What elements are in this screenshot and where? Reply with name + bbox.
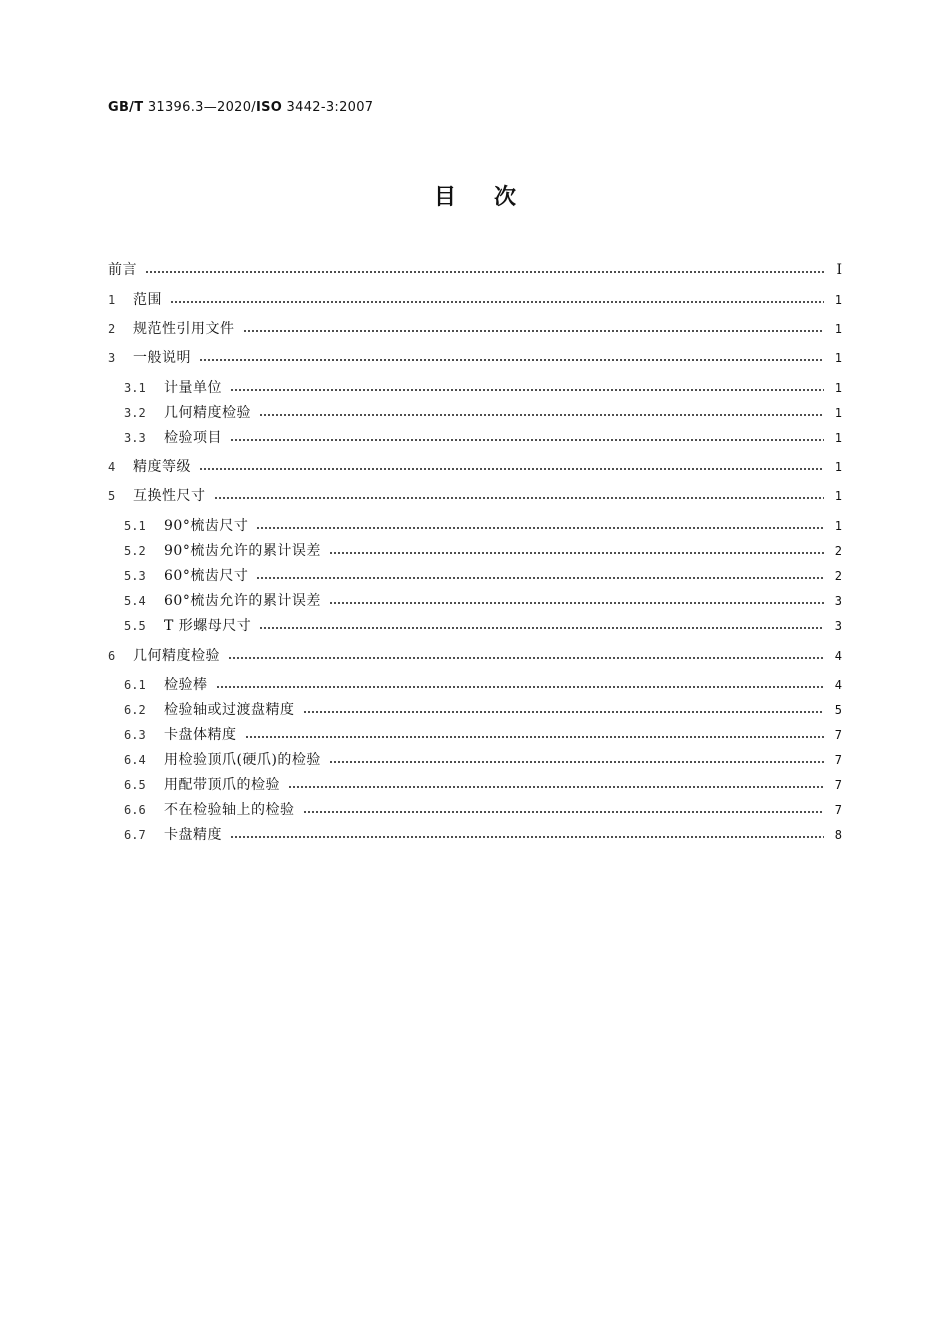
toc-entry[interactable] [108, 589, 842, 613]
dot-leader [243, 330, 825, 332]
toc-entry-number: 5 [108, 489, 116, 503]
toc-entry-title: 卡盘体精度 [164, 727, 237, 743]
toc-entry-page: 7 [834, 753, 842, 767]
dot-leader [170, 301, 824, 303]
toc-entry[interactable] [108, 258, 842, 282]
toc-entry-title: 几何精度检验 [133, 648, 220, 664]
toc-entry-title: 60°梳齿尺寸 [164, 568, 249, 584]
toc-entry[interactable] [108, 455, 842, 479]
toc-entry-title: 60°梳齿允许的累计误差 [164, 593, 321, 609]
toc-entry-number: 1 [108, 293, 116, 307]
dot-leader [230, 439, 824, 441]
toc-entry[interactable] [108, 723, 842, 747]
toc-entry-number: 5.3 [124, 569, 146, 583]
toc-entry-title: 检验轴或过渡盘精度 [164, 702, 295, 718]
toc-entry-number: 4 [108, 460, 116, 474]
toc-entry-number: 6.5 [124, 778, 146, 792]
toc-entry-title: 精度等级 [133, 459, 191, 475]
dot-leader [256, 527, 824, 529]
dot-leader [259, 414, 824, 416]
toc-entry-title: 一般说明 [133, 350, 191, 366]
toc-entry-page: 7 [834, 803, 842, 817]
dot-leader [329, 552, 824, 554]
toc-entry-number: 3 [108, 351, 116, 365]
toc-entry-number: 6.3 [124, 728, 146, 742]
toc-entry[interactable] [108, 614, 842, 638]
dot-leader [230, 389, 824, 391]
toc-entry-number: 3.3 [124, 431, 146, 445]
toc-entry-page: 2 [834, 569, 842, 583]
toc-entry-page: 1 [834, 293, 842, 307]
toc-entry[interactable] [108, 673, 842, 697]
toc-entry[interactable] [108, 798, 842, 822]
toc-entry-number: 5.5 [124, 619, 146, 633]
toc-entry-page: 3 [834, 619, 842, 633]
toc-entry-page: Ⅰ [836, 262, 842, 278]
toc-entry[interactable] [108, 514, 842, 538]
toc-entry-title: T 形螺母尺寸 [164, 618, 252, 634]
toc-entry-page: 8 [834, 828, 842, 842]
toc-entry[interactable] [108, 644, 842, 668]
toc-entry[interactable] [108, 823, 842, 847]
toc-entry[interactable] [108, 773, 842, 797]
toc-entry[interactable] [108, 288, 842, 312]
toc-entry-number: 6.6 [124, 803, 146, 817]
toc-entry-number: 2 [108, 322, 116, 336]
toc-entry[interactable] [108, 346, 842, 370]
toc-entry-number: 6 [108, 649, 116, 663]
dot-leader [303, 711, 825, 713]
toc-entry-page: 2 [834, 544, 842, 558]
toc-entry[interactable] [108, 698, 842, 722]
code-number: 31396.3—2020/ [143, 100, 256, 115]
toc-entry[interactable] [108, 401, 842, 425]
dot-leader [259, 627, 824, 629]
dot-leader [214, 497, 825, 499]
toc-entry-title: 90°梳齿允许的累计误差 [164, 543, 321, 559]
toc-entry-page: 4 [834, 678, 842, 692]
toc-entry[interactable] [108, 376, 842, 400]
dot-leader [245, 736, 825, 738]
page-title: 目次 [433, 185, 554, 210]
toc-entry-page: 7 [834, 778, 842, 792]
dot-leader [199, 468, 824, 470]
toc-entry-title: 检验项目 [164, 430, 222, 446]
dot-leader [303, 811, 825, 813]
dot-leader [145, 271, 824, 273]
dot-leader [228, 657, 824, 659]
code-prefix: GB/T [108, 100, 144, 115]
toc-entry-number: 5.4 [124, 594, 146, 608]
toc-entry-title: 检验棒 [164, 677, 208, 693]
toc-entry[interactable] [108, 564, 842, 588]
toc-entry-title: 用检验顶爪(硬爪)的检验 [164, 752, 321, 768]
dot-leader [230, 836, 824, 838]
toc-entry-number: 5.1 [124, 519, 146, 533]
toc-entry-number: 6.2 [124, 703, 146, 717]
toc-entry-page: 1 [834, 351, 842, 365]
toc-entry-title: 前言 [108, 262, 137, 278]
toc-entry-page: 1 [834, 431, 842, 445]
toc-entry-number: 5.2 [124, 544, 146, 558]
toc-entry[interactable] [108, 539, 842, 563]
toc-entry-title: 用配带顶爪的检验 [164, 777, 280, 793]
toc-entry-title: 范围 [133, 292, 162, 308]
dot-leader [216, 686, 825, 688]
toc-entry-page: 1 [834, 381, 842, 395]
toc-entry[interactable] [108, 484, 842, 508]
toc-entry-page: 1 [834, 406, 842, 420]
dot-leader [329, 761, 824, 763]
toc-entry[interactable] [108, 317, 842, 341]
dot-leader [256, 577, 824, 579]
toc-entry-title: 规范性引用文件 [133, 321, 235, 337]
dot-leader [329, 602, 824, 604]
toc-entry-number: 3.1 [124, 381, 146, 395]
toc-entry-number: 6.4 [124, 753, 146, 767]
toc-entry[interactable] [108, 748, 842, 772]
toc-entry-title: 不在检验轴上的检验 [164, 802, 295, 818]
toc-entry-title: 计量单位 [164, 380, 222, 396]
document-code [108, 100, 373, 115]
toc-entry-page: 4 [834, 649, 842, 663]
toc-entry-number: 3.2 [124, 406, 146, 420]
toc-entry-page: 5 [834, 703, 842, 717]
dot-leader [288, 786, 824, 788]
toc-entry-title: 几何精度检验 [164, 405, 251, 421]
toc-entry[interactable] [108, 426, 842, 450]
dot-leader [199, 359, 824, 361]
toc-entry-page: 1 [834, 519, 842, 533]
toc-entry-number: 6.1 [124, 678, 146, 692]
toc-entry-page: 1 [834, 489, 842, 503]
toc-entry-page: 7 [834, 728, 842, 742]
iso-number: 3442-3:2007 [282, 100, 374, 115]
toc-entry-title: 互换性尺寸 [133, 488, 206, 504]
toc-entry-page: 3 [834, 594, 842, 608]
toc-entry-title: 卡盘精度 [164, 827, 222, 843]
toc-entry-number: 6.7 [124, 828, 146, 842]
toc-entry-page: 1 [834, 322, 842, 336]
iso-prefix: ISO [255, 100, 283, 115]
toc-entry-title: 90°梳齿尺寸 [164, 518, 249, 534]
toc-entry-page: 1 [834, 460, 842, 474]
